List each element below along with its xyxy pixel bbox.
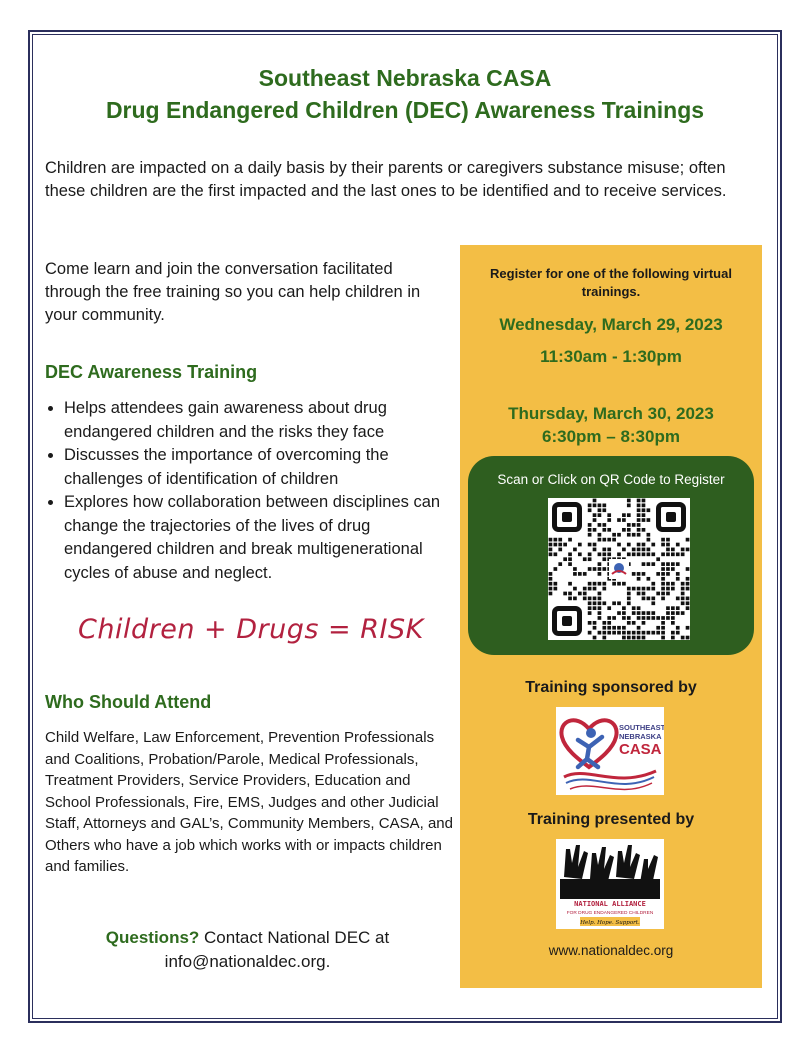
questions-block <box>45 926 450 974</box>
qr-register-box[interactable] <box>468 456 754 655</box>
bullet-dot-icon <box>48 453 53 458</box>
intro-paragraph: Children are impacted on a daily basis by their parents or caregivers substance misuse; often these children are the first impacted and the last ones to be identified and to receive services. <box>45 159 727 200</box>
questions-label: Questions? <box>105 928 200 947</box>
title-line-2: Drug Endangered Children (DEC) Awareness Trainings <box>105 97 705 123</box>
bullet-item <box>45 397 455 444</box>
who-should-attend-text: Child Welfare, Law Enforcement, Prevention Professionals and Coalitions, Probation/Parole, Medical Professionals, Treatment Providers, Service Providers, Education and School Professionals, Fire, EMS, Judges and other Judicial Staff, Attorneys and GAL’s, Community Members, CASA, and Others who have a job which works with or impacts children and families. <box>45 729 453 875</box>
session-1-time: 11:30am - 1:30pm <box>540 347 682 366</box>
nadec-logo-line3: Help. Hope. Support. <box>580 920 640 926</box>
session-1-date: Wednesday, March 29, 2023 <box>499 315 723 334</box>
risk-slogan: Children + Drugs = RISK <box>78 614 424 645</box>
invite-paragraph: Come learn and join the conversation facilitated through the free training so you can help children in your community. <box>45 260 421 324</box>
casa-logo-line1: SOUTHEAST <box>619 723 664 732</box>
bullet-text: Discusses the importance of overcoming the challenges of identification of children <box>64 446 389 488</box>
casa-logo-line2: NEBRASKA <box>619 732 662 741</box>
bullet-item <box>45 444 455 491</box>
casa-logo-line3: CASA <box>619 741 662 758</box>
sponsored-by-heading: Training sponsored by <box>525 679 697 696</box>
bullet-item <box>45 491 455 585</box>
questions-text: Contact National DEC at <box>199 928 390 947</box>
registration-panel <box>460 245 762 988</box>
dec-training-bullets <box>45 397 455 585</box>
bullet-dot-icon <box>48 500 53 505</box>
presented-by-heading: Training presented by <box>527 811 695 828</box>
session-2-date: Thursday, March 30, 2023 <box>508 404 714 423</box>
nadec-logo <box>556 839 664 929</box>
casa-logo <box>556 707 664 795</box>
website-link[interactable]: www.nationaldec.org <box>548 943 674 958</box>
bullet-text: Explores how collaboration between disciplines can change the trajectories of the lives of drug endangered children and break multigenerational cycles of abuse and neglect. <box>64 493 441 582</box>
register-text: Register for one of the following virtual trainings. <box>490 266 732 299</box>
nadec-logo-line1: NATIONAL ALLIANCE <box>574 900 646 908</box>
title-line-1: Southeast Nebraska CASA <box>258 65 552 91</box>
contact-email[interactable]: info@nationaldec.org. <box>164 952 331 971</box>
session-2-time: 6:30pm – 8:30pm <box>542 427 680 446</box>
qr-code-icon[interactable] <box>548 498 690 640</box>
scan-qr-text: Scan or Click on QR Code to Register <box>497 472 725 487</box>
bullet-text: Helps attendees gain awareness about drug endangered children and the risks they face <box>64 399 387 441</box>
who-should-attend-heading: Who Should Attend <box>45 692 212 712</box>
bullet-dot-icon <box>48 406 53 411</box>
nadec-logo-line2: FOR DRUG ENDANGERED CHILDREN <box>566 911 654 916</box>
dec-training-heading: DEC Awareness Training <box>45 362 258 382</box>
